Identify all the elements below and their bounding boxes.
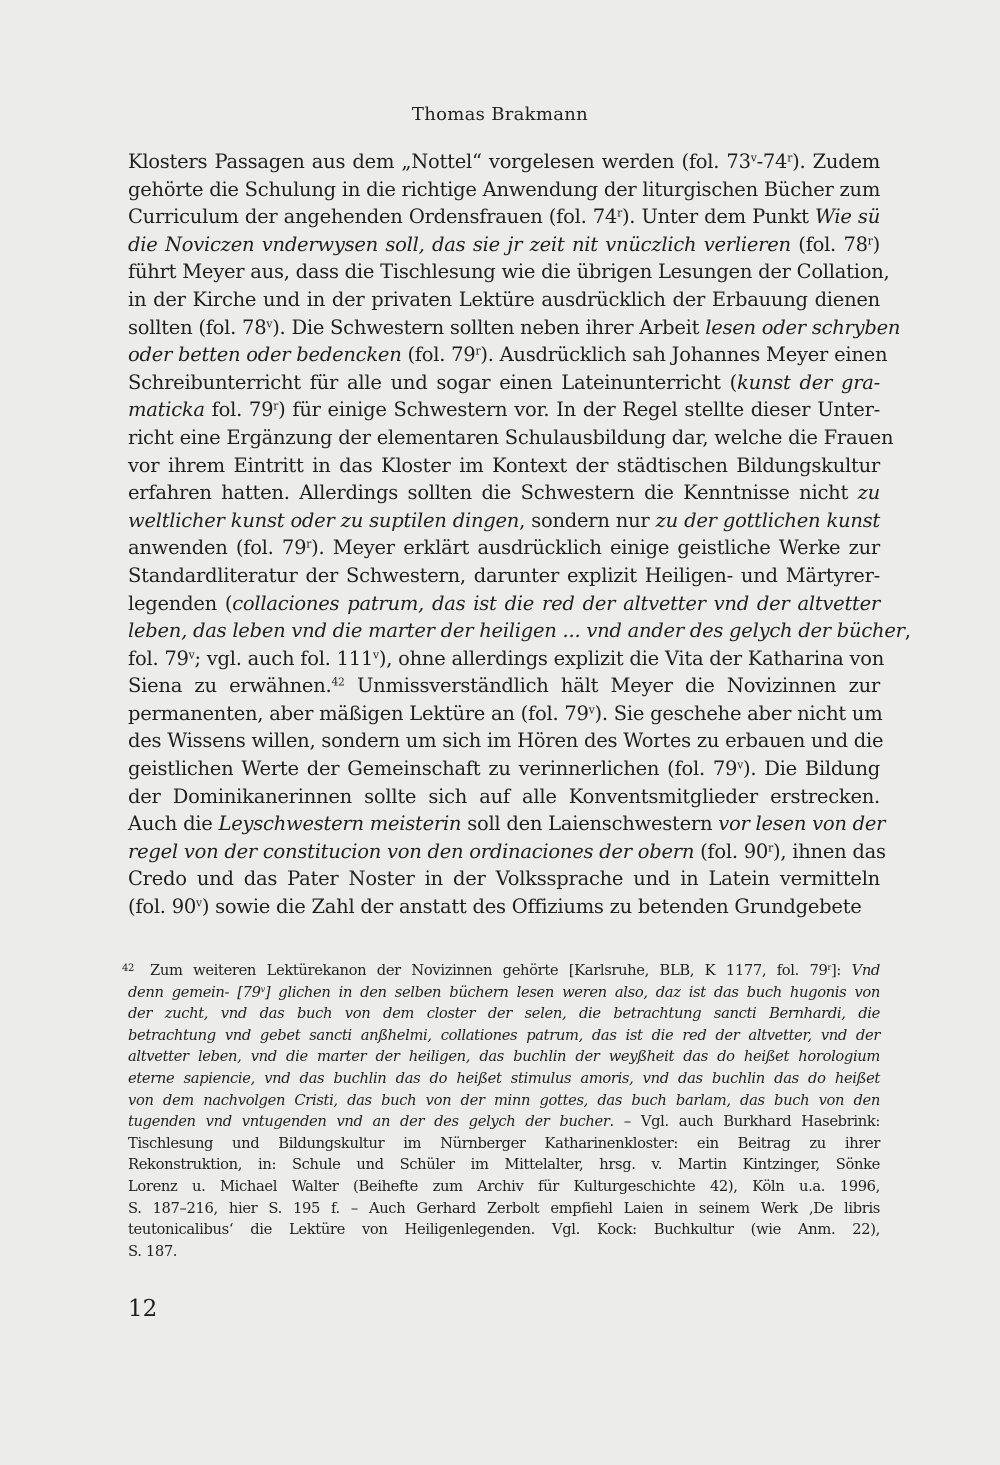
footnote-line: denn gemein- [79$^v$] glichen in den selben büchern lesen weren also, daz ist das buch hugonis von [128, 983, 880, 1001]
footnote-line: betrachtung vnd gebet sancti anßhelmi, collationes patrum, das ist die red der altvetter, vnd der [128, 1026, 880, 1044]
footnote-line: Lorenz u. Michael Walter (Beihefte zum Archiv für Kulturgeschichte 42), Köln u.a. 1996, [128, 1177, 880, 1195]
body-line: Auch die Leyschwestern meisterin soll den Laienschwestern vor lesen von der [128, 812, 886, 836]
footnote-line: Rekonstruktion, in: Schule und Schüler im Mittelalter, hrsg. v. Martin Kintzinger, Sönke [128, 1156, 880, 1174]
body-line: vor ihrem Eintritt in das Kloster im Kontext der städtischen Bildungskultur [128, 453, 880, 477]
footnote-line: der zucht, vnd das buch von dem closter der selen, die betrachtung sancti Bernhardi, die [128, 1005, 880, 1023]
footnote-marker: 42 [122, 963, 135, 974]
body-line: erfahren hatten. Allerdings sollten die Schwestern die Kenntnisse nicht zu [128, 481, 880, 505]
body-line: sollten (fol. 78$^v$). Die Schwestern sollten neben ihrer Arbeit lesen oder schryben [128, 315, 901, 339]
body-text [128, 148, 911, 921]
body-line: oder betten oder bedencken (fol. 79$^r$). Ausdrücklich sah Johannes Meyer einen [128, 343, 888, 367]
body-line: Standardliteratur der Schwestern, darunter explizit Heiligen- und Märtyrer- [128, 563, 880, 587]
footnote-line: Zum weiteren Lektürekanon der Novizinnen gehörte [Karlsruhe, BLB, K 1177, fol. 79$^r$]: Vnd [150, 962, 880, 979]
body-line: maticka fol. 79$^r$) für einige Schwestern vor. In der Regel stellte dieser Unter- [128, 398, 880, 422]
footnote-line: S. 187. [128, 1242, 178, 1260]
footnote-line: Tischlesung und Bildungskultur im Nürnberger Katharinenkloster: ein Beitrag zu ihrer [128, 1134, 880, 1152]
body-line: permanenten, aber mäßigen Lektüre an (fol. 79$^v$). Sie geschehe aber nicht um [128, 701, 883, 725]
footnote-line: von dem nachvolgen Cristi, das buch von der minn gottes, das buch barlam, das buch von den [128, 1091, 880, 1109]
body-line: regel von der constitucion von den ordinaciones der obern (fol. 90$^r$), ihnen das [128, 839, 886, 863]
footnote-line: altvetter leben, vnd die marter der heiligen, das buchlin der weyßheit das do heißet horologium [128, 1048, 880, 1066]
body-line: die Noviczen vnderwysen soll, das sie jr zeit nit vnüczlich verlieren (fol. 78$^r$) [128, 232, 880, 256]
body-line: Schreibunterricht für alle und sogar einen Lateinunterricht (kunst der gra- [128, 370, 880, 394]
body-line: legenden (collaciones patrum, das ist die red der altvetter vnd der altvetter [128, 591, 881, 615]
body-line: der Dominikanerinnen sollte sich auf alle Konventsmitglieder erstrecken. [128, 784, 880, 808]
body-line: leben, das leben vnd die marter der heiligen ... vnd ander des gelych der bücher, [128, 619, 911, 643]
body-line: geistlichen Werte der Gemeinschaft zu verinnerlichen (fol. 79$^v$). Die Bildung [128, 757, 881, 781]
body-line: Klosters Passagen aus dem „Nottel“ vorgelesen werden (fol. 73$^v$-74$^r$). Zudem [128, 150, 880, 173]
running-head: Thomas Brakmann [411, 104, 589, 125]
body-line: anwenden (fol. 79$^r$). Meyer erklärt ausdrücklich einige geistliche Werke zur [128, 536, 880, 560]
body-line: Siena zu erwähnen.$^{42}$ Unmissverständlich hält Meyer die Novizinnen zur [128, 674, 880, 698]
footnote-42 [122, 960, 880, 1262]
body-line: gehörte die Schulung in die richtige Anwendung der liturgischen Bücher zum [128, 177, 881, 201]
body-line: (fol. 90$^v$) sowie die Zahl der anstatt des Offiziums zu betenden Grundgebete [128, 895, 862, 919]
footnote-line: tugenden vnd vntugenden vnd an der des gelych der bucher. – Vgl. auch Burkhard Hasebrink: [128, 1113, 880, 1131]
body-line: richt eine Ergänzung der elementaren Schulausbildung dar, welche die Frauen [128, 425, 894, 449]
page-number: 12 [128, 1296, 158, 1322]
footnote-line: eterne sapiencie, vnd das buchlin das do heißet stimulus amoris, vnd das buchlin das do heißet [128, 1069, 880, 1087]
footnote-line: teutonicalibus‘ die Lektüre von Heiligenlegenden. Vgl. Kock: Buchkultur (wie Anm. 22), [128, 1221, 880, 1239]
body-line: weltlicher kunst oder zu suptilen dingen, sondern nur zu der gottlichen kunst [128, 508, 880, 532]
body-line: Curriculum der angehenden Ordensfrauen (fol. 74$^r$). Unter dem Punkt Wie sü [128, 205, 880, 229]
body-line: in der Kirche und in der privaten Lektüre ausdrücklich der Erbauung dienen [128, 287, 880, 311]
body-line: führt Meyer aus, dass die Tischlesung wie die übrigen Lesungen der Collation, [128, 260, 890, 284]
body-line: des Wissens willen, sondern um sich im Hören des Wortes zu erbauen und die [128, 729, 884, 753]
footnote-line: S. 187–216, hier S. 195 f. – Auch Gerhard Zerbolt empfiehl Laien in seinem Werk ‚De libris [128, 1199, 880, 1217]
body-line: Credo und das Pater Noster in der Volkssprache und in Latein vermitteln [128, 867, 880, 891]
body-line: fol. 79$^v$; vgl. auch fol. 111$^v$), ohne allerdings explizit die Vita der Katharina von [128, 646, 885, 670]
